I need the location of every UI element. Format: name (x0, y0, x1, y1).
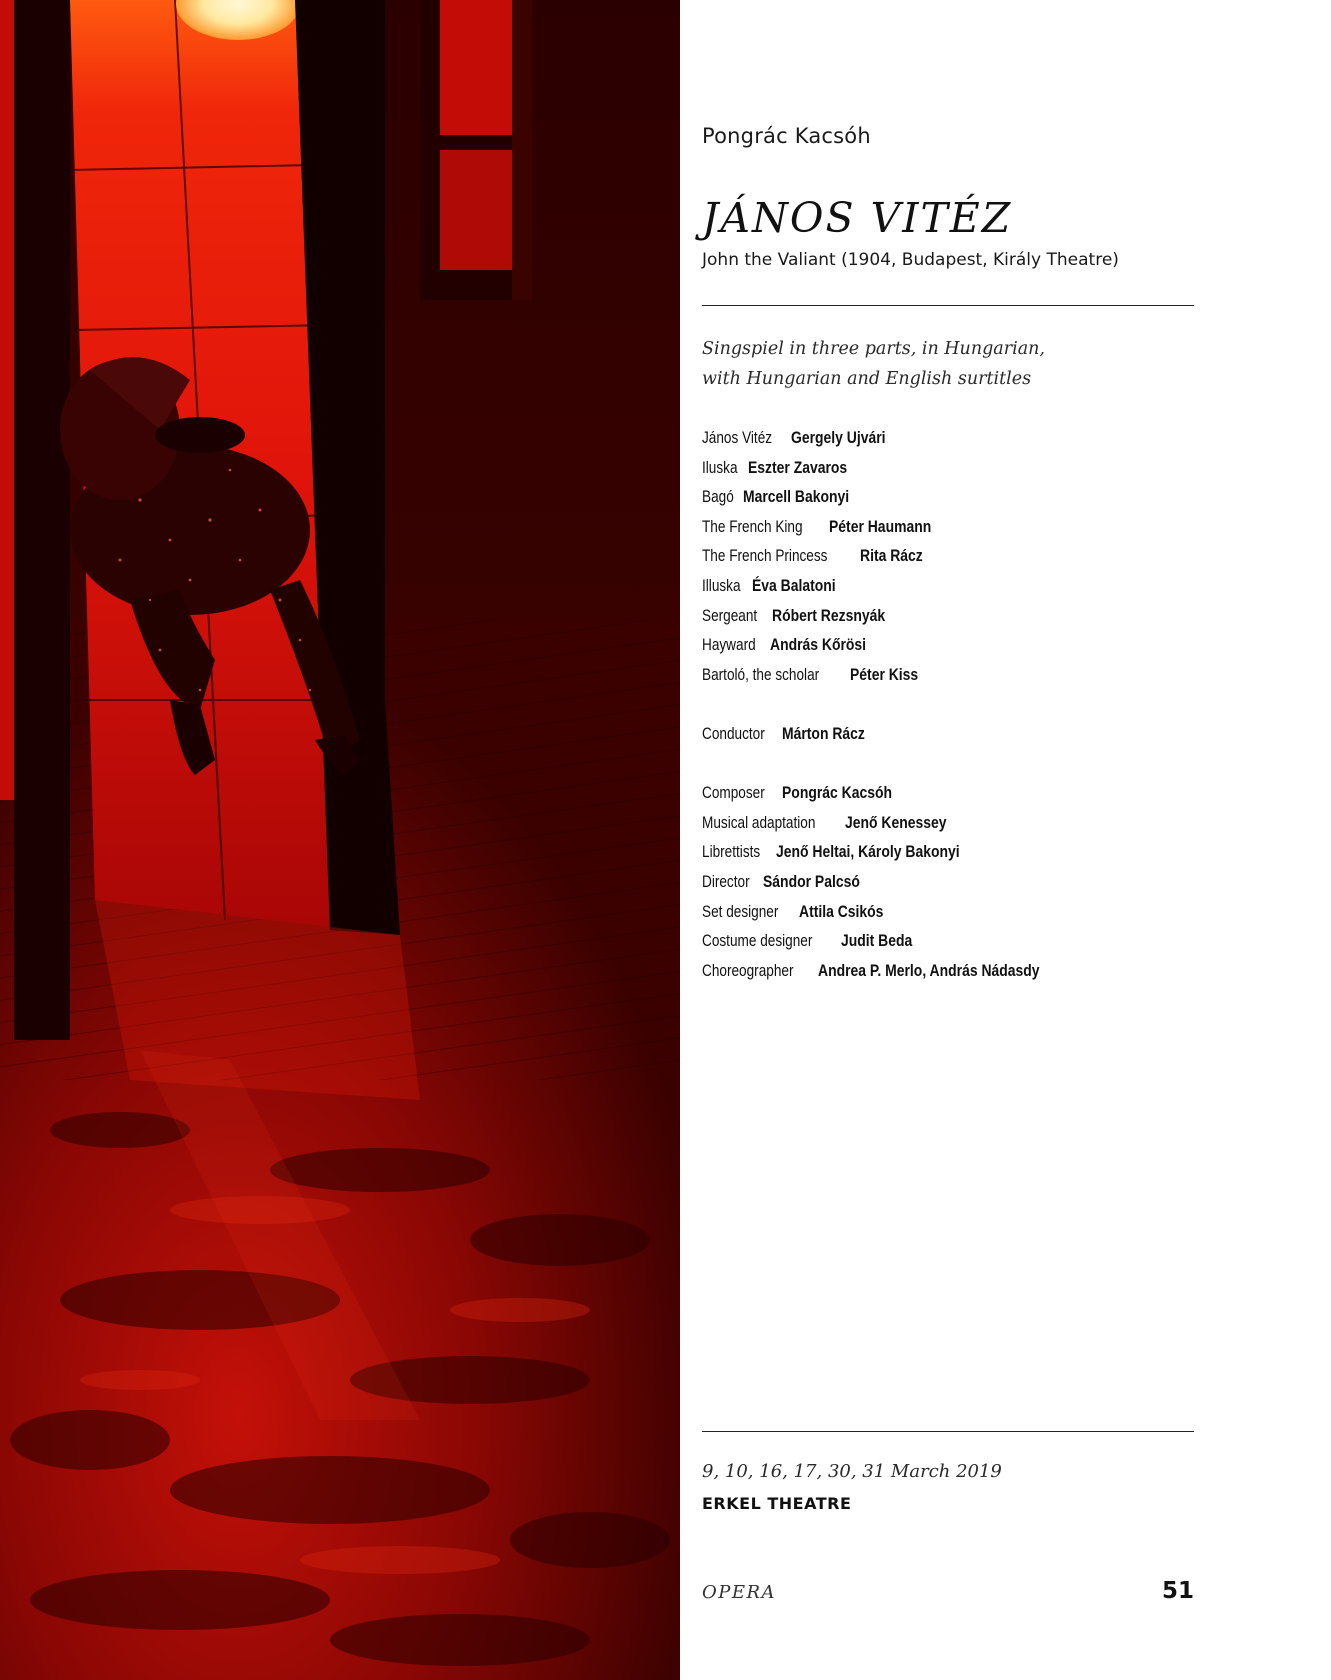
crew-name: Pongrác Kacsóh (781, 783, 892, 803)
composer-name: Pongrác Kacsóh (702, 124, 871, 148)
performance-dates: 9, 10, 16, 17, 30, 31 March 2019 (702, 1461, 1002, 1482)
cast-row (702, 630, 1194, 660)
cast-role: The French King (702, 516, 803, 536)
conductor-name: Márton Rácz (781, 723, 865, 743)
opera-title: JÁNOS VITÉZ (702, 194, 1013, 242)
crew-row (702, 956, 1194, 986)
opera-subtitle: John the Valiant (1904, Budapest, Király Theatre) (702, 250, 1119, 270)
conductor-role: Conductor (702, 723, 765, 743)
crew-role: Composer (702, 783, 765, 803)
cast-name: Péter Kiss (849, 664, 919, 684)
cast-row (702, 660, 1194, 690)
cast-role: János Vitéz (702, 428, 773, 447)
spacer (702, 749, 1194, 779)
cast-name: Eszter Zavaros (747, 457, 847, 477)
crew-name: Attila Csikós (798, 901, 884, 921)
cast-role: Hayward (702, 635, 756, 655)
spacer (702, 689, 1194, 719)
divider-bottom (702, 1431, 1194, 1432)
crew-role: Set designer (702, 901, 779, 921)
cast-row (702, 571, 1194, 601)
programme-column (702, 0, 1194, 1680)
crew-row (702, 926, 1194, 956)
crew-row (702, 837, 1194, 867)
cast-name: Róbert Rezsnyák (772, 605, 886, 625)
cast-role: Bartoló, the scholar (702, 664, 820, 684)
page-number: 51 (1161, 1578, 1194, 1604)
crew-name: Judit Beda (841, 931, 913, 951)
crew-name: Jenő Kenessey (845, 812, 947, 832)
divider-top (702, 305, 1194, 306)
cast-row (702, 453, 1194, 483)
cast-row (702, 541, 1194, 571)
cast-row (702, 512, 1194, 542)
crew-role: Director (702, 871, 750, 891)
cast-role: The French Princess (702, 546, 828, 566)
section-label: OPERA (702, 1582, 777, 1603)
crew-name: Andrea P. Merlo, András Nádasdy (817, 960, 1040, 980)
cast-name: Gergely Ujvári (790, 428, 886, 447)
crew-role: Librettists (702, 842, 761, 862)
crew-row (702, 897, 1194, 927)
crew-role: Musical adaptation (702, 812, 816, 832)
cast-row (702, 601, 1194, 631)
cast-role: Iluska (702, 457, 738, 477)
credits-list (702, 423, 1194, 985)
cast-row (702, 482, 1194, 512)
cast-name: Éva Balatoni (751, 575, 836, 595)
description-line: Singspiel in three parts, in Hungarian, (702, 339, 1045, 359)
cast-role: Illuska (702, 575, 741, 595)
description-line: with Hungarian and English surtitles (702, 369, 1032, 389)
conductor-row (702, 719, 1194, 749)
crew-row (702, 867, 1194, 897)
crew-row (702, 808, 1194, 838)
cast-role: Bagó (702, 487, 734, 507)
crew-row (702, 778, 1194, 808)
cast-row (702, 423, 1194, 453)
description (702, 334, 1045, 394)
crew-name: Sándor Palcsó (762, 871, 860, 891)
cast-name: Péter Haumann (829, 516, 932, 536)
cast-role: Sergeant (702, 605, 758, 625)
cast-name: András Kőrösi (770, 635, 867, 655)
venue-name: ERKEL THEATRE (702, 1494, 852, 1513)
crew-name: Jenő Heltai, Károly Bakonyi (776, 842, 960, 862)
crew-role: Costume designer (702, 931, 813, 951)
crew-role: Choreographer (702, 960, 794, 980)
cast-name: Rita Rácz (860, 546, 923, 566)
cast-name: Marcell Bakonyi (743, 487, 850, 507)
